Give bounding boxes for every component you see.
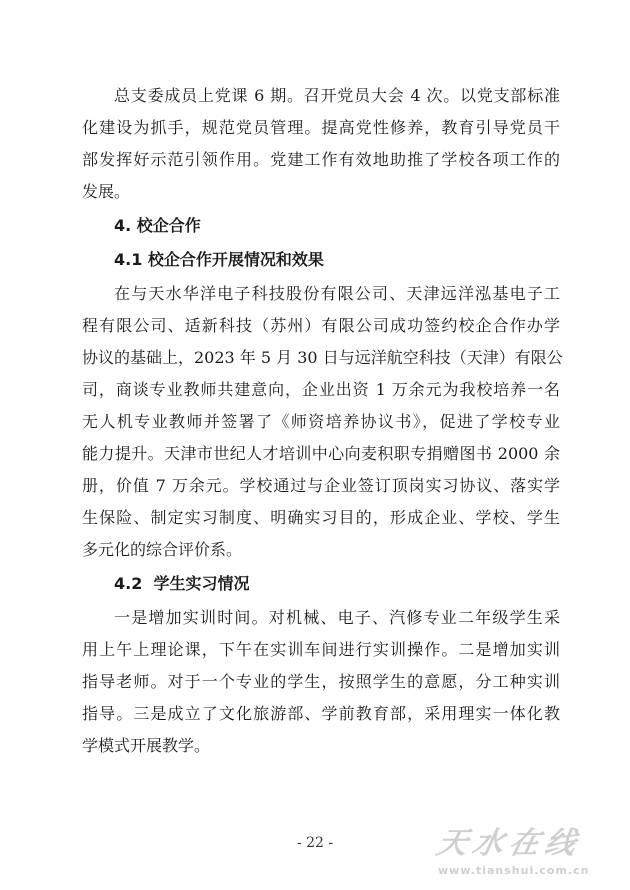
watermark-url: www.tianshui.com.cn xyxy=(438,864,590,877)
page-content xyxy=(82,80,563,762)
paragraph-party-building xyxy=(82,80,560,208)
text-line: 在与天水华洋电子科技股份有限公司、天津远洋泓基电子工 xyxy=(114,284,560,303)
text-line: 部发挥好示范引领作用。党建工作有效地助推了学校各项工作的 xyxy=(82,150,560,169)
text-line: 生保险、制定实习制度、明确实习目的，形成企业、学校、学生 xyxy=(82,508,560,527)
text-line: 总支委成员上党课 6 期。召开党员大会 4 次。以党支部标准 xyxy=(114,86,560,105)
text-line: 册，价值 7 万余元。学校通过与企业签订顶岗实习协议、落实学 xyxy=(82,476,560,495)
paragraph-cooperation xyxy=(82,278,563,566)
subsection-heading-4-1: 4.1 校企合作开展情况和效果 xyxy=(114,250,324,269)
text-line: 发展。 xyxy=(82,182,131,201)
text-line: 指导。三是成立了文化旅游部、学前教育部，采用理实一体化教 xyxy=(82,704,560,723)
text-line: 学模式开展教学。 xyxy=(82,736,211,755)
text-line: 一是增加实训时间。对机械、电子、汽修专业二年级学生采 xyxy=(114,608,560,627)
text-line: 协议的基础上，2023 年 5 月 30 日与远洋航空科技（天津）有限公 xyxy=(82,348,563,367)
text-line: 无人机专业教师并签署了《师资培养协议书》，促进了学校专业 xyxy=(82,412,560,431)
watermark xyxy=(433,818,614,884)
subsection-heading-4-2: 4.2 学生实习情况 xyxy=(114,574,250,593)
text-line: 多元化的综合评价系。 xyxy=(82,540,243,559)
text-line: 司，商谈专业教师共建意向，企业出资 1 万余元为我校培养一名 xyxy=(82,380,560,399)
text-line: 化建设为抓手，规范党员管理。提高党性修养，教育引导党员干 xyxy=(82,118,560,137)
watermark-logo: 天水在线 xyxy=(433,826,585,861)
text-line: 程有限公司、适新科技（苏州）有限公司成功签约校企合作办学 xyxy=(82,316,560,335)
paragraph-internship xyxy=(82,602,560,762)
text-line: 能力提升。天津市世纪人才培训中心向麦积职专捐赠图书 2000 余 xyxy=(82,444,560,463)
section-heading-school-enterprise: 4. 校企合作 xyxy=(114,216,201,235)
text-line: 指导老师。对于一个专业的学生，按照学生的意愿，分工种实训 xyxy=(82,672,560,691)
text-line: 用上午上理论课，下午在实训车间进行实训操作。二是增加实训 xyxy=(82,640,560,659)
page-number: - 22 - xyxy=(296,835,334,851)
